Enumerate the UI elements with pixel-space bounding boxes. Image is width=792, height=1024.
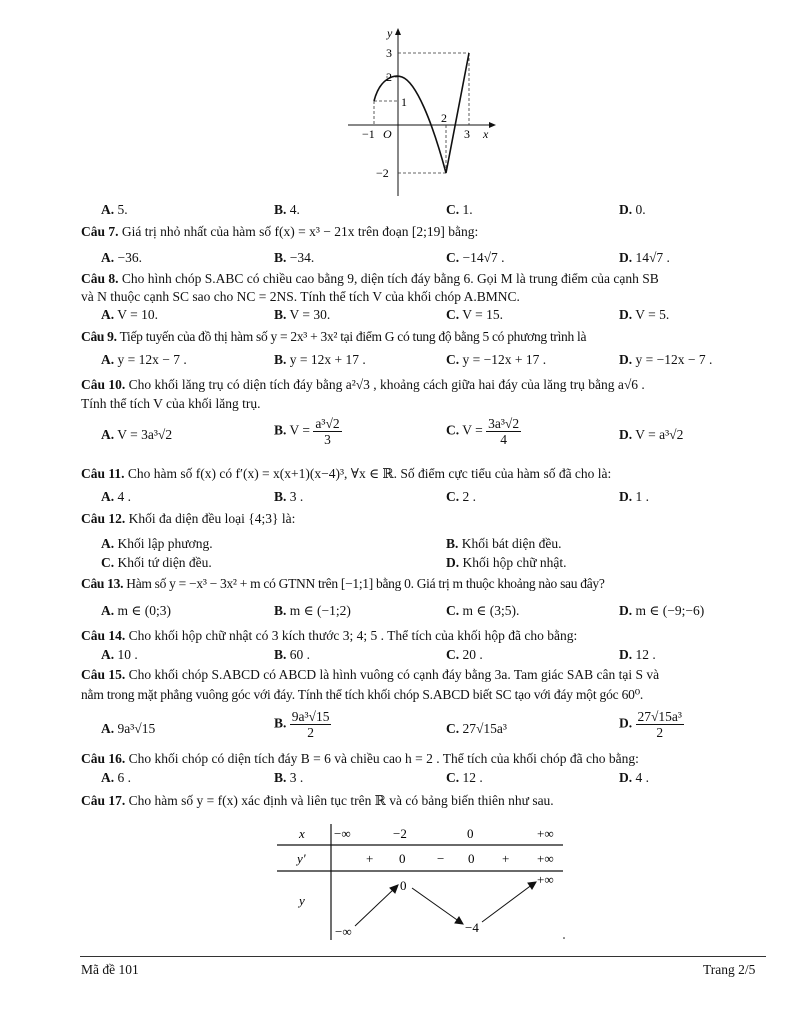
q16-option-c[interactable]: C. 12 . [446, 770, 483, 785]
q9-option-c[interactable]: C. y = −12x + 17 . [446, 352, 547, 367]
q7-option-c[interactable]: C. −14√7 . [446, 250, 505, 265]
q10-option-b[interactable]: B. V = $\frac{\text{a³√2}}{3}$ [274, 416, 340, 447]
q6-option-d[interactable]: D. 0. [619, 202, 646, 217]
q12-option-b[interactable]: B. Khối bát diện đều. [446, 536, 562, 551]
q10-c-fraction: $\frac{\text{3a³√2}}{4}$ [488, 416, 520, 447]
table-yp-end: +∞ [537, 851, 554, 866]
q9-option-b[interactable]: B. y = 12x + 17 . [274, 352, 366, 367]
q15-d-fraction: $\frac{\text{27√15a³}}{2}$ [637, 709, 682, 740]
q11-option-c[interactable]: C. 2 . [446, 489, 476, 504]
table-yp-val: 0 [468, 851, 475, 866]
q13-option-c[interactable]: C. m ∈ (3;5). [446, 603, 520, 618]
table-row-x-label: x [299, 826, 305, 841]
q17-stem: Câu 17. Cho hàm số y = f(x) xác định và liên tục trên ℝ và có bảng biến thiên như sau. [81, 793, 554, 808]
q11-option-a[interactable]: A. 4 . [101, 489, 131, 504]
q7-option-b[interactable]: B. −34. [274, 250, 315, 265]
q10-stem-line2: Tính thể tích V của khối lăng trụ. [81, 396, 261, 411]
q12-option-d[interactable]: D. Khối hộp chữ nhật. [446, 555, 567, 570]
table-y-val: −∞ [335, 924, 352, 939]
q14-option-c[interactable]: C. 20 . [446, 647, 483, 662]
footer-page-number: Trang 2/5 [703, 962, 756, 977]
q15-option-a[interactable]: A. 9a³√15 [101, 721, 156, 736]
q15-option-b[interactable]: B. $\frac{\text{9a³√15}}{2}$ [274, 709, 330, 740]
table-x-val: +∞ [537, 826, 554, 841]
q8-stem-line1: Câu 8. Cho hình chóp S.ABC có chiều cao bằng 9, diện tích đáy bằng 6. Gọi M là trung điểm của cạnh SB [81, 271, 659, 286]
origin-label: O [383, 127, 392, 141]
stray-dot [563, 937, 565, 939]
footer-exam-code: Mã đề 101 [81, 962, 139, 977]
table-yp-val: + [366, 851, 374, 866]
table-arrow-up-2 [482, 884, 533, 922]
axis-label-x: x [483, 127, 489, 141]
q8-option-d[interactable]: D. V = 5. [619, 307, 670, 322]
q6-option-b[interactable]: B. 4. [274, 202, 300, 217]
q16-option-b[interactable]: B. 3 . [274, 770, 304, 785]
q9-option-d[interactable]: D. y = −12x − 7 . [619, 352, 713, 367]
q11-option-b[interactable]: B. 3 . [274, 489, 304, 504]
table-yp-val: 0 [399, 851, 406, 866]
q15-b-fraction: $\frac{\text{9a³√15}}{2}$ [291, 709, 330, 740]
q11-stem: Câu 11. Cho hàm số f(x) có f′(x) = x(x+1)(x−4)³, ∀x ∈ ℝ. Số điểm cực tiểu của hàm số đã cho là: [81, 466, 612, 481]
q14-stem: Câu 14. Cho khối hộp chữ nhật có 3 kích thước 3; 4; 5 . Thể tích của khối hộp đã cho bằng: [81, 628, 578, 643]
q13-option-d[interactable]: D. m ∈ (−9;−6) [619, 603, 705, 618]
q8-stem-line2: và N thuộc cạnh SC sao cho NC = 2NS. Tính thể tích V của khối chóp A.BMNC. [81, 289, 520, 304]
tick-y-3: 3 [386, 46, 392, 60]
q6-option-c[interactable]: C. 1. [446, 202, 473, 217]
q16-stem: Câu 16. Cho khối chóp có diện tích đáy B = 6 và chiều cao h = 2 . Thể tích của khối chóp đã cho bằng: [81, 751, 639, 766]
q10-stem-line1: Câu 10. Cho khối lăng trụ có diện tích đáy bằng a²√3 , khoảng cách giữa hai đáy của lăng trụ bằng a√6 . [81, 377, 645, 392]
q12-option-c[interactable]: C. Khối tứ diện đều. [101, 555, 212, 570]
variation-table [275, 820, 565, 942]
table-row-yp-label: y' [297, 851, 306, 866]
q15-stem-line1: Câu 15. Cho khối chóp S.ABCD có ABCD là hình vuông có cạnh đáy bằng 3a. Tam giác SAB cân tại S và [81, 667, 660, 682]
footer-divider [80, 956, 766, 957]
q14-option-b[interactable]: B. 60 . [274, 647, 311, 662]
q15-stem-line2: nằm trong mặt phẳng vuông góc với đáy. Tính thể tích khối chóp S.ABCD biết SC tạo với đáy một góc 60⁰. [81, 687, 644, 702]
axis-label-y: y [387, 26, 393, 40]
y-axis-arrow [395, 28, 401, 35]
q10-b-fraction: $\frac{\text{a³√2}}{3}$ [315, 416, 340, 447]
table-yp-val: + [502, 851, 510, 866]
q11-option-d[interactable]: D. 1 . [619, 489, 649, 504]
q15-option-c[interactable]: C. 27√15a³ [446, 721, 507, 736]
table-arrow-down [412, 888, 460, 922]
q8-option-a[interactable]: A. V = 10. [101, 307, 159, 322]
q14-option-a[interactable]: A. 10 . [101, 647, 138, 662]
function-graph [340, 26, 500, 202]
q10-option-c[interactable]: C. V = $\frac{\text{3a³√2}}{4}$ [446, 416, 520, 447]
tick-y-minus2: −2 [376, 166, 389, 180]
q12-option-a[interactable]: A. Khối lập phương. [101, 536, 213, 551]
q12-stem: Câu 12. Khối đa diện đều loại {4;3} là: [81, 511, 296, 526]
tick-x-3: 3 [464, 127, 470, 141]
q10-option-a[interactable]: A. V = 3a³√2 [101, 427, 173, 442]
q13-option-b[interactable]: B. m ∈ (−1;2) [274, 603, 351, 618]
q7-option-a[interactable]: A. −36. [101, 250, 142, 265]
tick-y-1: 1 [401, 95, 407, 109]
tick-x-2: 2 [441, 111, 447, 125]
tick-x-minus1: −1 [362, 127, 375, 141]
q6-option-a[interactable]: A. 5. [101, 202, 128, 217]
table-x-val: −2 [393, 826, 407, 841]
x-axis-arrow [489, 122, 496, 128]
table-x-val: −∞ [334, 826, 351, 841]
q9-option-a[interactable]: A. y = 12x − 7 . [101, 352, 187, 367]
q15-option-d[interactable]: D. $\frac{\text{27√15a³}}{2}$ [619, 709, 682, 740]
q14-option-d[interactable]: D. 12 . [619, 647, 656, 662]
q8-option-b[interactable]: B. V = 30. [274, 307, 331, 322]
table-yp-val: − [437, 851, 445, 866]
table-y-val: 0 [400, 878, 407, 893]
table-y-val: −4 [465, 920, 479, 935]
q8-option-c[interactable]: C. V = 15. [446, 307, 504, 322]
table-y-val: +∞ [537, 872, 554, 887]
q7-option-d[interactable]: D. 14√7 . [619, 250, 670, 265]
q16-option-a[interactable]: A. 6 . [101, 770, 131, 785]
table-x-val: 0 [467, 826, 474, 841]
q7-stem: Câu 7. Giá trị nhỏ nhất của hàm số f(x) = x³ − 21x trên đoạn [2;19] bằng: [81, 224, 479, 239]
table-arrow-up-1 [355, 888, 395, 926]
q13-option-a[interactable]: A. m ∈ (0;3) [101, 603, 171, 618]
q10-option-d[interactable]: D. V = a³√2 [619, 427, 684, 442]
q16-option-d[interactable]: D. 4 . [619, 770, 649, 785]
table-row-y-label: y [299, 893, 305, 908]
tick-y-2: 2 [386, 70, 392, 84]
q9-stem: Câu 9. Tiếp tuyến của đồ thị hàm số y = 2x³ + 3x² tại điểm G có tung độ bằng 5 có phương trình là [81, 329, 587, 344]
q13-stem: Câu 13. Hàm số y = −x³ − 3x² + m có GTNN trên [−1;1] bằng 0. Giá trị m thuộc khoảng nào sau đây? [81, 576, 605, 591]
